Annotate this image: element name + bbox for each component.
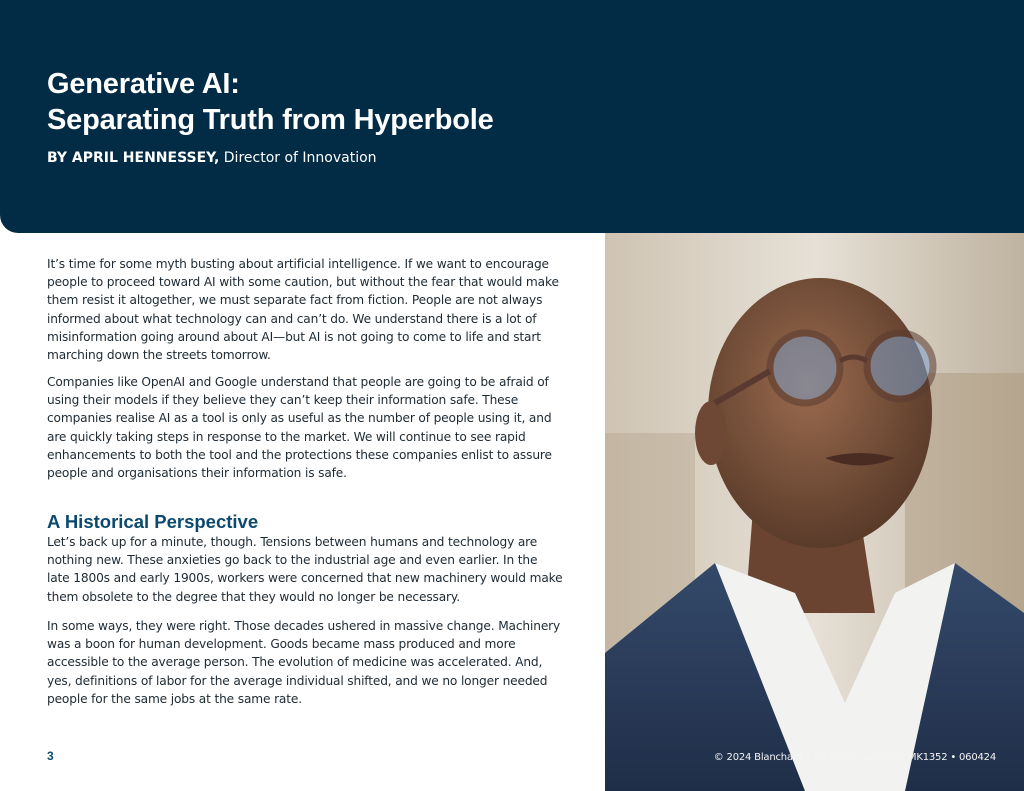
- header-banner: [0, 0, 1024, 233]
- title-line-2: Separating Truth from Hyperbole: [47, 104, 494, 136]
- intro-paragraph-1: It’s time for some myth busting about artificial intelligence. If we want to encourage people to proceed toward AI with some caution, but without the fear that would make them resist it altogether, we must separate fact from fiction. People are not always informed about what technology can and can’t do. We understand there is a lot of misinformation going around about AI—but AI is not going to come to life and start marching down the streets tomorrow.: [47, 257, 559, 363]
- section-heading: A Historical Perspective: [47, 511, 259, 532]
- section-paragraph-2: In some ways, they were right. Those decades ushered in massive change. Machinery was a boon for human development. Goods became mass produced and more accessible to the average person. The evolution of medicine was accelerated. And, yes, definitions of labor for the average individual shifted, and we no longer needed people for the same jobs at the same rate.: [47, 619, 561, 706]
- portrait-illustration: [605, 233, 1024, 791]
- page-title: [47, 66, 494, 138]
- byline: [47, 149, 377, 167]
- title-line-1: Generative AI:: [47, 68, 240, 100]
- copyright-notice: © 2024 Blanchard • All rights reserved. MK1352 • 060424: [713, 752, 996, 763]
- author-role: Director of Innovation: [219, 150, 377, 166]
- section-paragraph-1: Let’s back up for a minute, though. Tensions between humans and technology are nothing new. These anxieties go back to the industrial age and even earlier. In the late 1800s and early 1900s, workers were concerned that new machinery would make them obsolete to the degree that they would no longer be necessary.: [47, 535, 563, 604]
- article-content: [0, 233, 605, 791]
- author-name: BY APRIL HENNESSEY,: [47, 150, 220, 166]
- intro-paragraph-2: Companies like OpenAI and Google understand that people are going to be afraid of using their models if they believe they can’t keep their information safe. These companies realise AI as a tool is only as useful as the number of people using it, and are quickly taking steps in response to the market. We will continue to see rapid enhancements to both the tool and the protections these companies enlist to assure people and organisations their information is safe.: [47, 375, 552, 481]
- page-number: 3: [47, 749, 54, 763]
- portrait-photo: [605, 233, 1024, 791]
